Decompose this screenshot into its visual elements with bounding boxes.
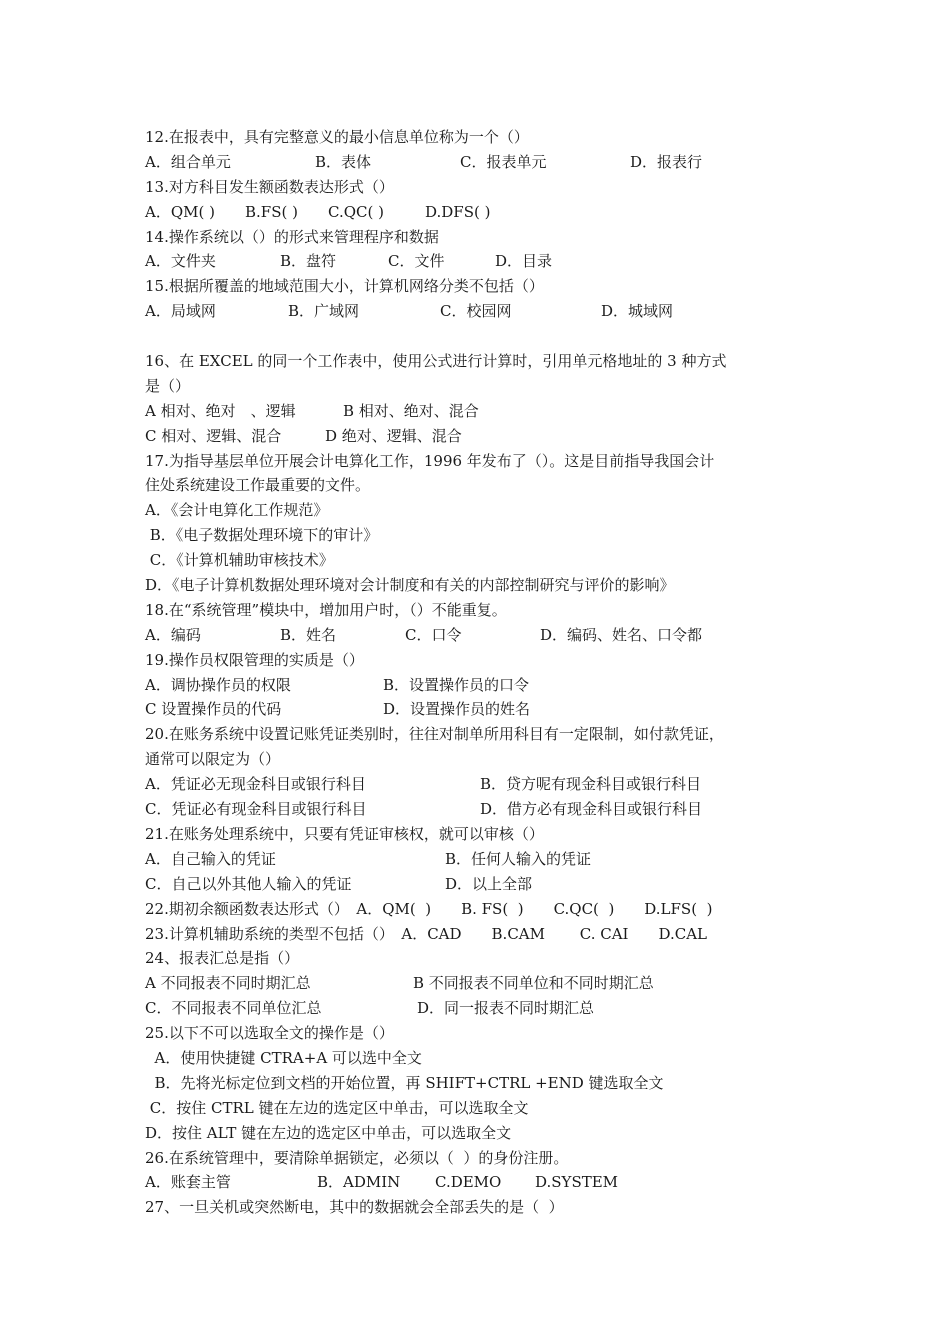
option-row — [145, 150, 835, 175]
question-text: 20.在账务系统中设置记账凭证类别时，往往对制单所用科目有一定限制，如付款凭证， — [145, 725, 724, 744]
answer-option: D．以上全部 — [445, 874, 533, 893]
answer-option: C 设置操作员的代码 — [145, 700, 282, 719]
option-row — [145, 623, 835, 648]
answer-option: D．借方必有现金科目或银行科目 — [480, 800, 703, 819]
answer-option: D．城域网 — [601, 302, 674, 321]
option-row — [145, 772, 835, 797]
question-text: 12.在报表中，具有完整意义的最小信息单位称为一个（） — [145, 128, 529, 146]
answer-option: C．自己以外其他人输入的凭证 — [145, 874, 352, 893]
answer-option-line: C．按住 CTRL 键在左边的选定区中单击，可以选取全文 — [145, 1098, 529, 1117]
answer-option: B．贷方呢有现金科目或银行科目 — [480, 775, 702, 794]
answer-option-line: C．《计算机辅助审核技术》 — [145, 551, 334, 570]
question-text-continued: 通常可以限定为（） — [145, 750, 281, 769]
question-text: 13.对方科目发生额函数表达形式（） — [145, 177, 394, 196]
answer-option: B．ADMIN — [317, 1173, 401, 1192]
answer-option: C．校园网 — [440, 302, 512, 321]
answer-option: D.SYSTEM — [535, 1173, 619, 1192]
question-list — [145, 125, 835, 1220]
answer-option: A．调协操作员的权限 — [145, 675, 291, 694]
question-text: 26.在系统管理中，要清除单据锁定，必须以（ ）的身份注册。 — [145, 1148, 569, 1167]
answer-option-line: D．按住 ALT 键在左边的选定区中单击，可以选取全文 — [145, 1123, 512, 1142]
answer-option: A．文件夹 — [145, 252, 216, 271]
answer-option: B 不同报表不同单位和不同时期汇总 — [413, 974, 654, 993]
question-text: 16、在 EXCEL 的同一个工作表中，使用公式进行计算时，引用单元格地址的 3 种方式 — [145, 352, 727, 371]
question-text: 14.操作系统以（）的形式来管理程序和数据 — [145, 227, 439, 246]
answer-option: A．编码 — [145, 625, 201, 644]
answer-option: B．姓名 — [280, 625, 337, 644]
question-text: 15.根据所覆盖的地域范围大小，计算机网络分类不包括（） — [145, 277, 544, 296]
answer-option: A．QM( ) — [145, 202, 215, 221]
option-row — [145, 996, 835, 1021]
question-text: 17.为指导基层单位开展会计电算化工作，1996 年发布了（）。这是目前指导我国会计 — [145, 451, 715, 470]
answer-option: A．自己输入的凭证 — [145, 849, 276, 868]
answer-option: B 相对、绝对、混合 — [343, 401, 479, 420]
answer-option: B．盘符 — [280, 252, 337, 271]
answer-option-line: B．《电子数据处理环境下的审计》 — [145, 526, 379, 545]
answer-option: D．编码、姓名、口令都 — [540, 625, 703, 644]
answer-option: C．不同报表不同单位汇总 — [145, 999, 322, 1018]
answer-option: D．设置操作员的姓名 — [383, 700, 531, 719]
answer-option-line: B．先将光标定位到文档的开始位置，再 SHIFT+CTRL +END 键选取全文 — [145, 1073, 664, 1092]
option-row — [145, 299, 835, 324]
answer-option: D．报表行 — [630, 152, 703, 171]
option-row — [145, 847, 835, 872]
option-row — [145, 424, 835, 449]
option-row — [145, 971, 835, 996]
option-row — [145, 673, 835, 698]
answer-option: A．账套主管 — [145, 1173, 231, 1192]
answer-option: B．表体 — [315, 152, 372, 171]
question-text-continued: 住处系统建设工作最重要的文件。 — [145, 476, 371, 495]
answer-option: C．报表单元 — [460, 152, 547, 171]
answer-option: B．任何人输入的凭证 — [445, 849, 592, 868]
question-text: 23.计算机辅助系统的类型不包括（） A．CAD B.CAM C. CAI D.CAL — [145, 924, 707, 943]
option-row — [145, 1170, 835, 1195]
answer-option: C.DEMO — [435, 1173, 502, 1192]
answer-option: D．目录 — [495, 252, 553, 271]
question-text: 27、一旦关机或突然断电，其中的数据就会全部丢失的是（ ） — [145, 1198, 564, 1217]
answer-option-line: A．《会计电算化工作规范》 — [145, 501, 329, 520]
answer-option: A．组合单元 — [145, 152, 231, 171]
option-row — [145, 200, 835, 225]
answer-option: C 相对、逻辑、混合 — [145, 426, 282, 445]
answer-option: B．设置操作员的口令 — [383, 675, 530, 694]
question-text: 21.在账务处理系统中，只要有凭证审核权，就可以审核（） — [145, 824, 544, 843]
option-row — [145, 697, 835, 722]
answer-option: A 不同报表不同时期汇总 — [145, 974, 311, 993]
answer-option: C.QC( ) — [328, 202, 384, 221]
answer-option: B.FS( ) — [245, 202, 298, 221]
answer-option: D．同一报表不同时期汇总 — [417, 999, 595, 1018]
answer-option: D.DFS( ) — [425, 202, 491, 221]
option-row — [145, 249, 835, 274]
question-text: 22.期初余额函数表达形式（） A．QM( ) B. FS( ) C.QC( ) D.LFS( ) — [145, 899, 713, 918]
option-row — [145, 872, 835, 897]
question-text: 19.操作员权限管理的实质是（） — [145, 650, 364, 669]
question-text: 24、报表汇总是指（） — [145, 949, 300, 968]
answer-option: A 相对、绝对 、逻辑 — [145, 401, 296, 420]
answer-option: D 绝对、逻辑、混合 — [325, 426, 462, 445]
question-text-continued: 是（） — [145, 376, 191, 395]
question-text: 18.在“系统管理”模块中，增加用户时，（）不能重复。 — [145, 600, 507, 619]
answer-option: C．文件 — [388, 252, 445, 271]
answer-option: C．口令 — [405, 625, 462, 644]
answer-option: C．凭证必有现金科目或银行科目 — [145, 800, 367, 819]
answer-option-line: A．使用快捷键 CTRA+A 可以选中全文 — [145, 1048, 422, 1067]
question-text: 25.以下不可以选取全文的操作是（） — [145, 1024, 394, 1043]
blank-line — [145, 324, 835, 349]
answer-option: B．广域网 — [288, 302, 360, 321]
answer-option-line: D．《电子计算机数据处理环境对会计制度和有关的内部控制研究与评价的影响》 — [145, 576, 675, 595]
option-row — [145, 797, 835, 822]
answer-option: A．凭证必无现金科目或银行科目 — [145, 775, 366, 794]
answer-option: A．局域网 — [145, 302, 216, 321]
option-row — [145, 399, 835, 424]
